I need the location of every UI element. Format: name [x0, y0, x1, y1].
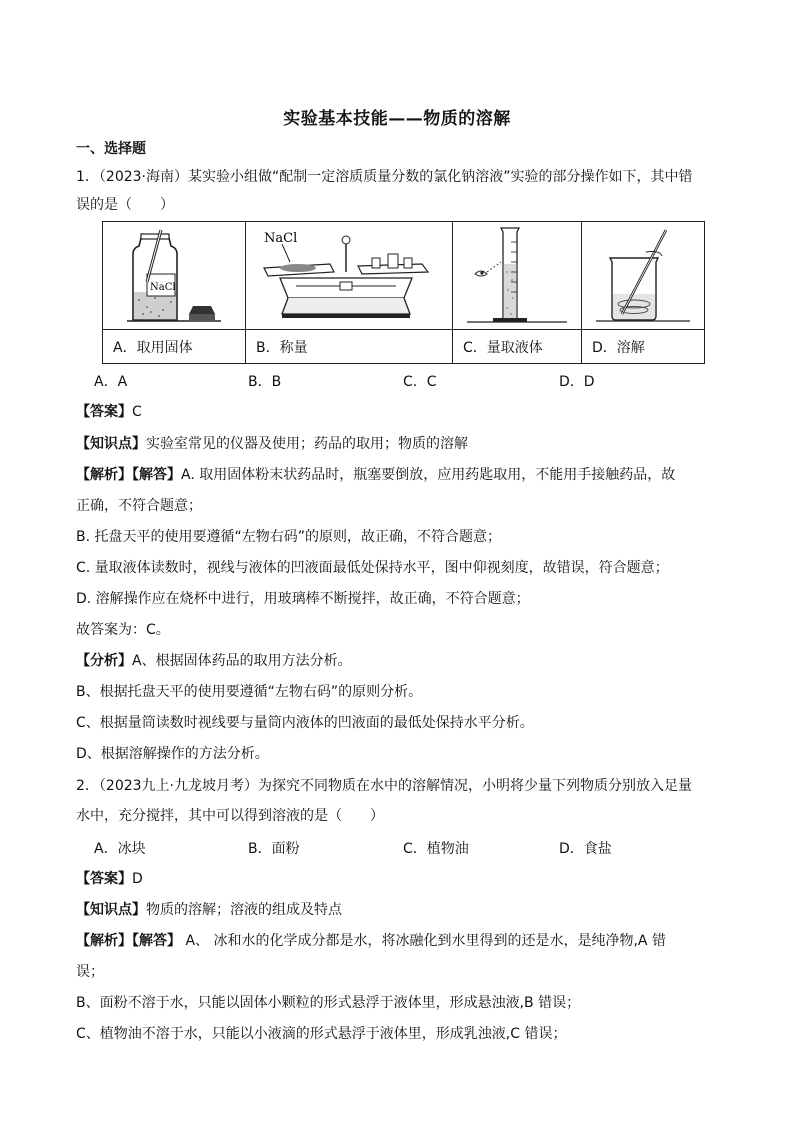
- q2-analysis-line1: [76, 931, 666, 951]
- q1-analysis-c: C. 量取液体读数时，视线与液体的凹液面最低处保持水平，图中仰视刻度，故错误，符合题意；: [76, 560, 669, 576]
- q2-answer: [76, 869, 143, 889]
- q2-option-b: B．面粉: [248, 841, 300, 857]
- caption-d: D．溶解: [582, 330, 705, 364]
- knowledge-text: 实验室常见的仪器及使用；药品的取用；物质的溶解: [146, 436, 468, 452]
- q2-analysis-line2: 误；: [76, 964, 104, 980]
- q1-analysis-line2: 正确，不符合题意；: [76, 498, 202, 514]
- q2-knowledge-point: [76, 900, 342, 920]
- caption-a: A．取用固体: [103, 330, 246, 364]
- analysis-text: A. 取用固体粉末状药品时，瓶塞要倒放，应用药匙取用，不能用手接触药品，故: [181, 467, 676, 483]
- jar-label-nacl: NaCl: [150, 282, 176, 293]
- q2-option-d: D．食盐: [559, 841, 612, 857]
- q2-analysis-c: C、植物油不溶于水，只能以小液滴的形式悬浮于液体里，形成乳浊液,C 错误；: [76, 1026, 567, 1042]
- knowledge-tag: 【知识点】: [76, 436, 146, 452]
- q1-stem-line1: 1．（2023·海南）某实验小组做“配制一定溶质质量分数的氯化钠溶液”实验的部分操作如下，其中错: [76, 169, 693, 185]
- section-heading: 一、选择题: [76, 141, 146, 157]
- figure-c-measure-liquid: [453, 222, 582, 330]
- q1-conclusion: 故答案为：C。: [76, 622, 170, 638]
- figure-b-weighing: [246, 222, 453, 330]
- beaker-stirring-illustration: [582, 222, 704, 329]
- q1-analysis-line1: [76, 465, 675, 485]
- answer-value: D: [132, 871, 143, 887]
- q1-fenxi-c: C、根据量筒读数时视线要与量筒内液体的凹液面的最低处保持水平分析。: [76, 715, 534, 731]
- q1-option-b: B．B: [248, 374, 282, 390]
- q2-analysis-b: B、面粉不溶于水，只能以固体小颗粒的形式悬浮于液体里，形成悬浊液,B 错误；: [76, 995, 581, 1011]
- knowledge-text: 物质的溶解；溶液的组成及特点: [146, 902, 342, 918]
- answer-value: C: [132, 404, 142, 420]
- q1-answer: [76, 402, 142, 422]
- q1-figure-table: [102, 221, 705, 364]
- q2-option-c: C．植物油: [403, 841, 469, 857]
- q1-fenxi: [76, 651, 352, 671]
- figure-d-dissolve: [582, 222, 705, 330]
- caption-b: B．称量: [246, 330, 453, 364]
- analysis-tag: 【解析】【解答】: [76, 933, 181, 949]
- analysis-tag: 【解析】【解答】: [76, 467, 181, 483]
- knowledge-tag: 【知识点】: [76, 902, 146, 918]
- graduated-cylinder-illustration: [453, 222, 581, 329]
- figure-a-take-solid: [103, 222, 246, 330]
- q1-fenxi-b: B、根据托盘天平的使用要遵循“左物右码”的原则分析。: [76, 684, 423, 700]
- answer-tag: 【答案】: [76, 871, 132, 887]
- fenxi-text: A、根据固体药品的取用方法分析。: [132, 653, 352, 669]
- q2-stem-line2: 水中，充分搅拌，其中可以得到溶液的是（ ）: [76, 808, 384, 824]
- q1-option-c: C．C: [403, 374, 437, 390]
- q1-stem-line2: 误的是（ ）: [76, 197, 174, 213]
- q1-analysis-d: D. 溶解操作应在烧杯中进行，用玻璃棒不断搅拌，故正确，不符合题意；: [76, 591, 530, 607]
- q1-option-d: D．D: [559, 374, 595, 390]
- fenxi-tag: 【分析】: [76, 653, 132, 669]
- answer-tag: 【答案】: [76, 404, 132, 420]
- reagent-jar-illustration: [103, 222, 245, 329]
- q1-fenxi-d: D、根据溶解操作的方法分析。: [76, 746, 269, 762]
- q1-option-a: A．A: [94, 374, 128, 390]
- q2-stem-line1: 2．（2023九上·九龙坡月考）为探究不同物质在水中的溶解情况，小明将少量下列物质分别放入足量: [76, 778, 692, 794]
- q1-knowledge-point: [76, 434, 468, 454]
- balance-label-nacl: NaCl: [264, 231, 298, 246]
- q1-analysis-b: B. 托盘天平的使用要遵循“左物右码”的原则，故正确，不符合题意；: [76, 529, 502, 545]
- caption-c: C．量取液体: [453, 330, 582, 364]
- q2-option-a: A．冰块: [94, 841, 146, 857]
- page-title: 实验基本技能——物质的溶解: [283, 109, 511, 129]
- balance-illustration: [246, 222, 452, 329]
- analysis-text: A、 冰和水的化学成分都是水，将冰融化到水里得到的还是水，是纯净物,A 错: [181, 933, 666, 949]
